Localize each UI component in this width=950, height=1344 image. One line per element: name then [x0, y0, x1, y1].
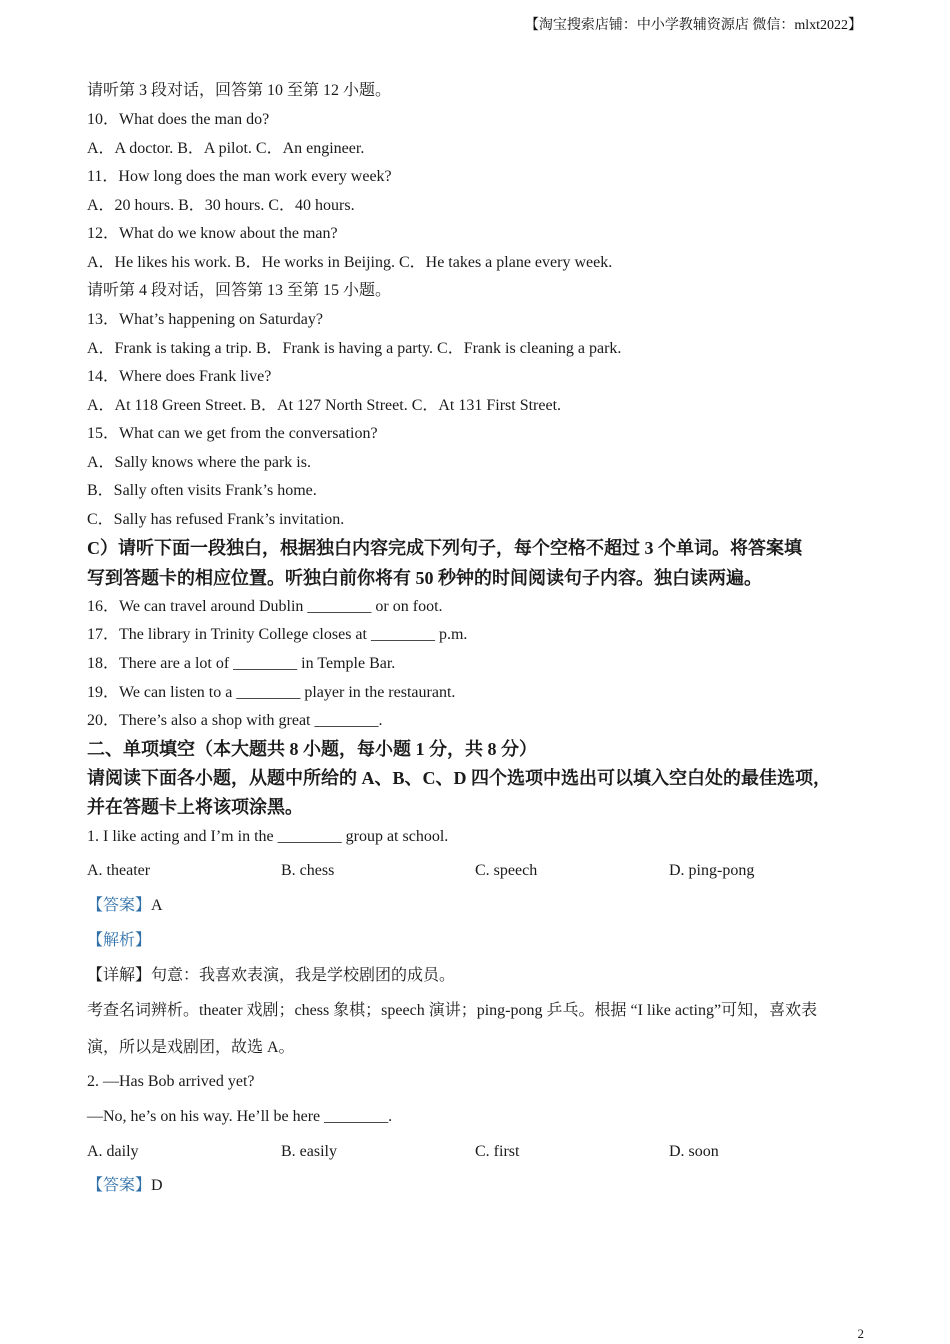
q1-option-d: D. ping-pong	[669, 862, 755, 879]
section-instruction: 请听第 3 段对话，回答第 10 至第 12 小题。	[87, 82, 392, 99]
q2-option-d: D. soon	[669, 1143, 719, 1160]
question-13: 13．What’s happening on Saturday?	[87, 311, 323, 328]
q2-option-c: C. first	[475, 1143, 520, 1160]
part-two-instruction-cont: 并在答题卡上将该项涂黑。	[87, 797, 303, 817]
q1-explanation: 考查名词辨析。theater 戏剧；chess 象棋；speech 演讲；ping-pong 乒乓。根据 “I like acting”可知，喜欢表	[87, 1002, 818, 1019]
question-20: 20．There’s also a shop with great ________.	[87, 712, 383, 729]
q1-option-a: A. theater	[87, 862, 151, 879]
question-11-options: A．20 hours. B．30 hours. C．40 hours.	[87, 197, 355, 214]
question-12: 12．What do we know about the man?	[87, 225, 338, 242]
question-15: 15．What can we get from the conversation?	[87, 425, 378, 442]
question-13-options: A．Frank is taking a trip. B．Frank is having a party. C．Frank is cleaning a park.	[87, 340, 622, 357]
question-14: 14．Where does Frank live?	[87, 368, 272, 385]
mc-question-2: 2. —Has Bob arrived yet?	[87, 1073, 255, 1090]
q1-explanation-cont: 演，所以是戏剧团，故选 A。	[87, 1039, 295, 1056]
question-15-option-a: A．Sally knows where the park is.	[87, 454, 311, 471]
question-15-option-c: C．Sally has refused Frank’s invitation.	[87, 511, 345, 528]
answer-value: D	[151, 1177, 163, 1194]
question-12-options: A．He likes his work. B．He works in Beijing. C．He takes a plane every week.	[87, 254, 613, 271]
question-10: 10．What does the man do?	[87, 111, 270, 128]
question-14-options: A．At 118 Green Street. B．At 127 North Street. C．At 131 First Street.	[87, 397, 562, 414]
detail-tag: 【详解】	[87, 967, 152, 984]
section-c-heading-cont: 写到答题卡的相应位置。听独白前你将有 50 秒钟的时间阅读句子内容。独白读两遍。	[87, 568, 762, 588]
q1-option-c: C. speech	[475, 862, 538, 879]
section-instruction: 请听第 4 段对话，回答第 13 至第 15 小题。	[87, 282, 392, 299]
question-15-option-b: B．Sally often visits Frank’s home.	[87, 482, 317, 499]
answer-value: A	[151, 897, 163, 914]
section-c-heading: C）请听下面一段独白，根据独白内容完成下列句子，每个空格不超过 3 个单词。将答案填	[87, 538, 802, 558]
question-19: 19．We can listen to a ________ player in the restaurant.	[87, 684, 456, 701]
question-18: 18．There are a lot of ________ in Temple Bar.	[87, 655, 396, 672]
part-two-heading: 二、单项填空（本大题共 8 小题，每小题 1 分，共 8 分）	[87, 739, 537, 759]
q1-option-b: B. chess	[281, 862, 335, 879]
mc-question-1: 1. I like acting and I’m in the ________ group at school.	[87, 828, 449, 845]
q2-option-b: B. easily	[281, 1143, 337, 1160]
q1-analysis-tag: 【解析】	[87, 932, 152, 949]
q1-answer	[87, 896, 163, 916]
answer-tag: 【答案】	[87, 897, 152, 914]
q2-option-a: A. daily	[87, 1143, 139, 1160]
question-16: 16．We can travel around Dublin ________ or on foot.	[87, 598, 443, 615]
q1-detail	[87, 966, 455, 986]
question-17: 17．The library in Trinity College closes at ________ p.m.	[87, 626, 468, 643]
detail-text: 句意：我喜欢表演，我是学校剧团的成员。	[151, 967, 456, 984]
part-two-instruction: 请阅读下面各小题，从题中所给的 A、B、C、D 四个选项中选出可以填入空白处的最佳选项，	[87, 768, 831, 788]
answer-tag: 【答案】	[87, 1177, 152, 1194]
mc-question-2-reply: —No, he’s on his way. He’ll be here ________.	[87, 1108, 393, 1125]
q2-answer	[87, 1176, 163, 1196]
question-11: 11．How long does the man work every week?	[87, 168, 392, 185]
question-10-options: A．A doctor. B．A pilot. C．An engineer.	[87, 140, 365, 157]
page-header: 【淘宝搜索店铺：中小学教辅资源店 微信：mlxt2022】	[524, 18, 862, 33]
page-number: 2	[857, 1326, 864, 1341]
